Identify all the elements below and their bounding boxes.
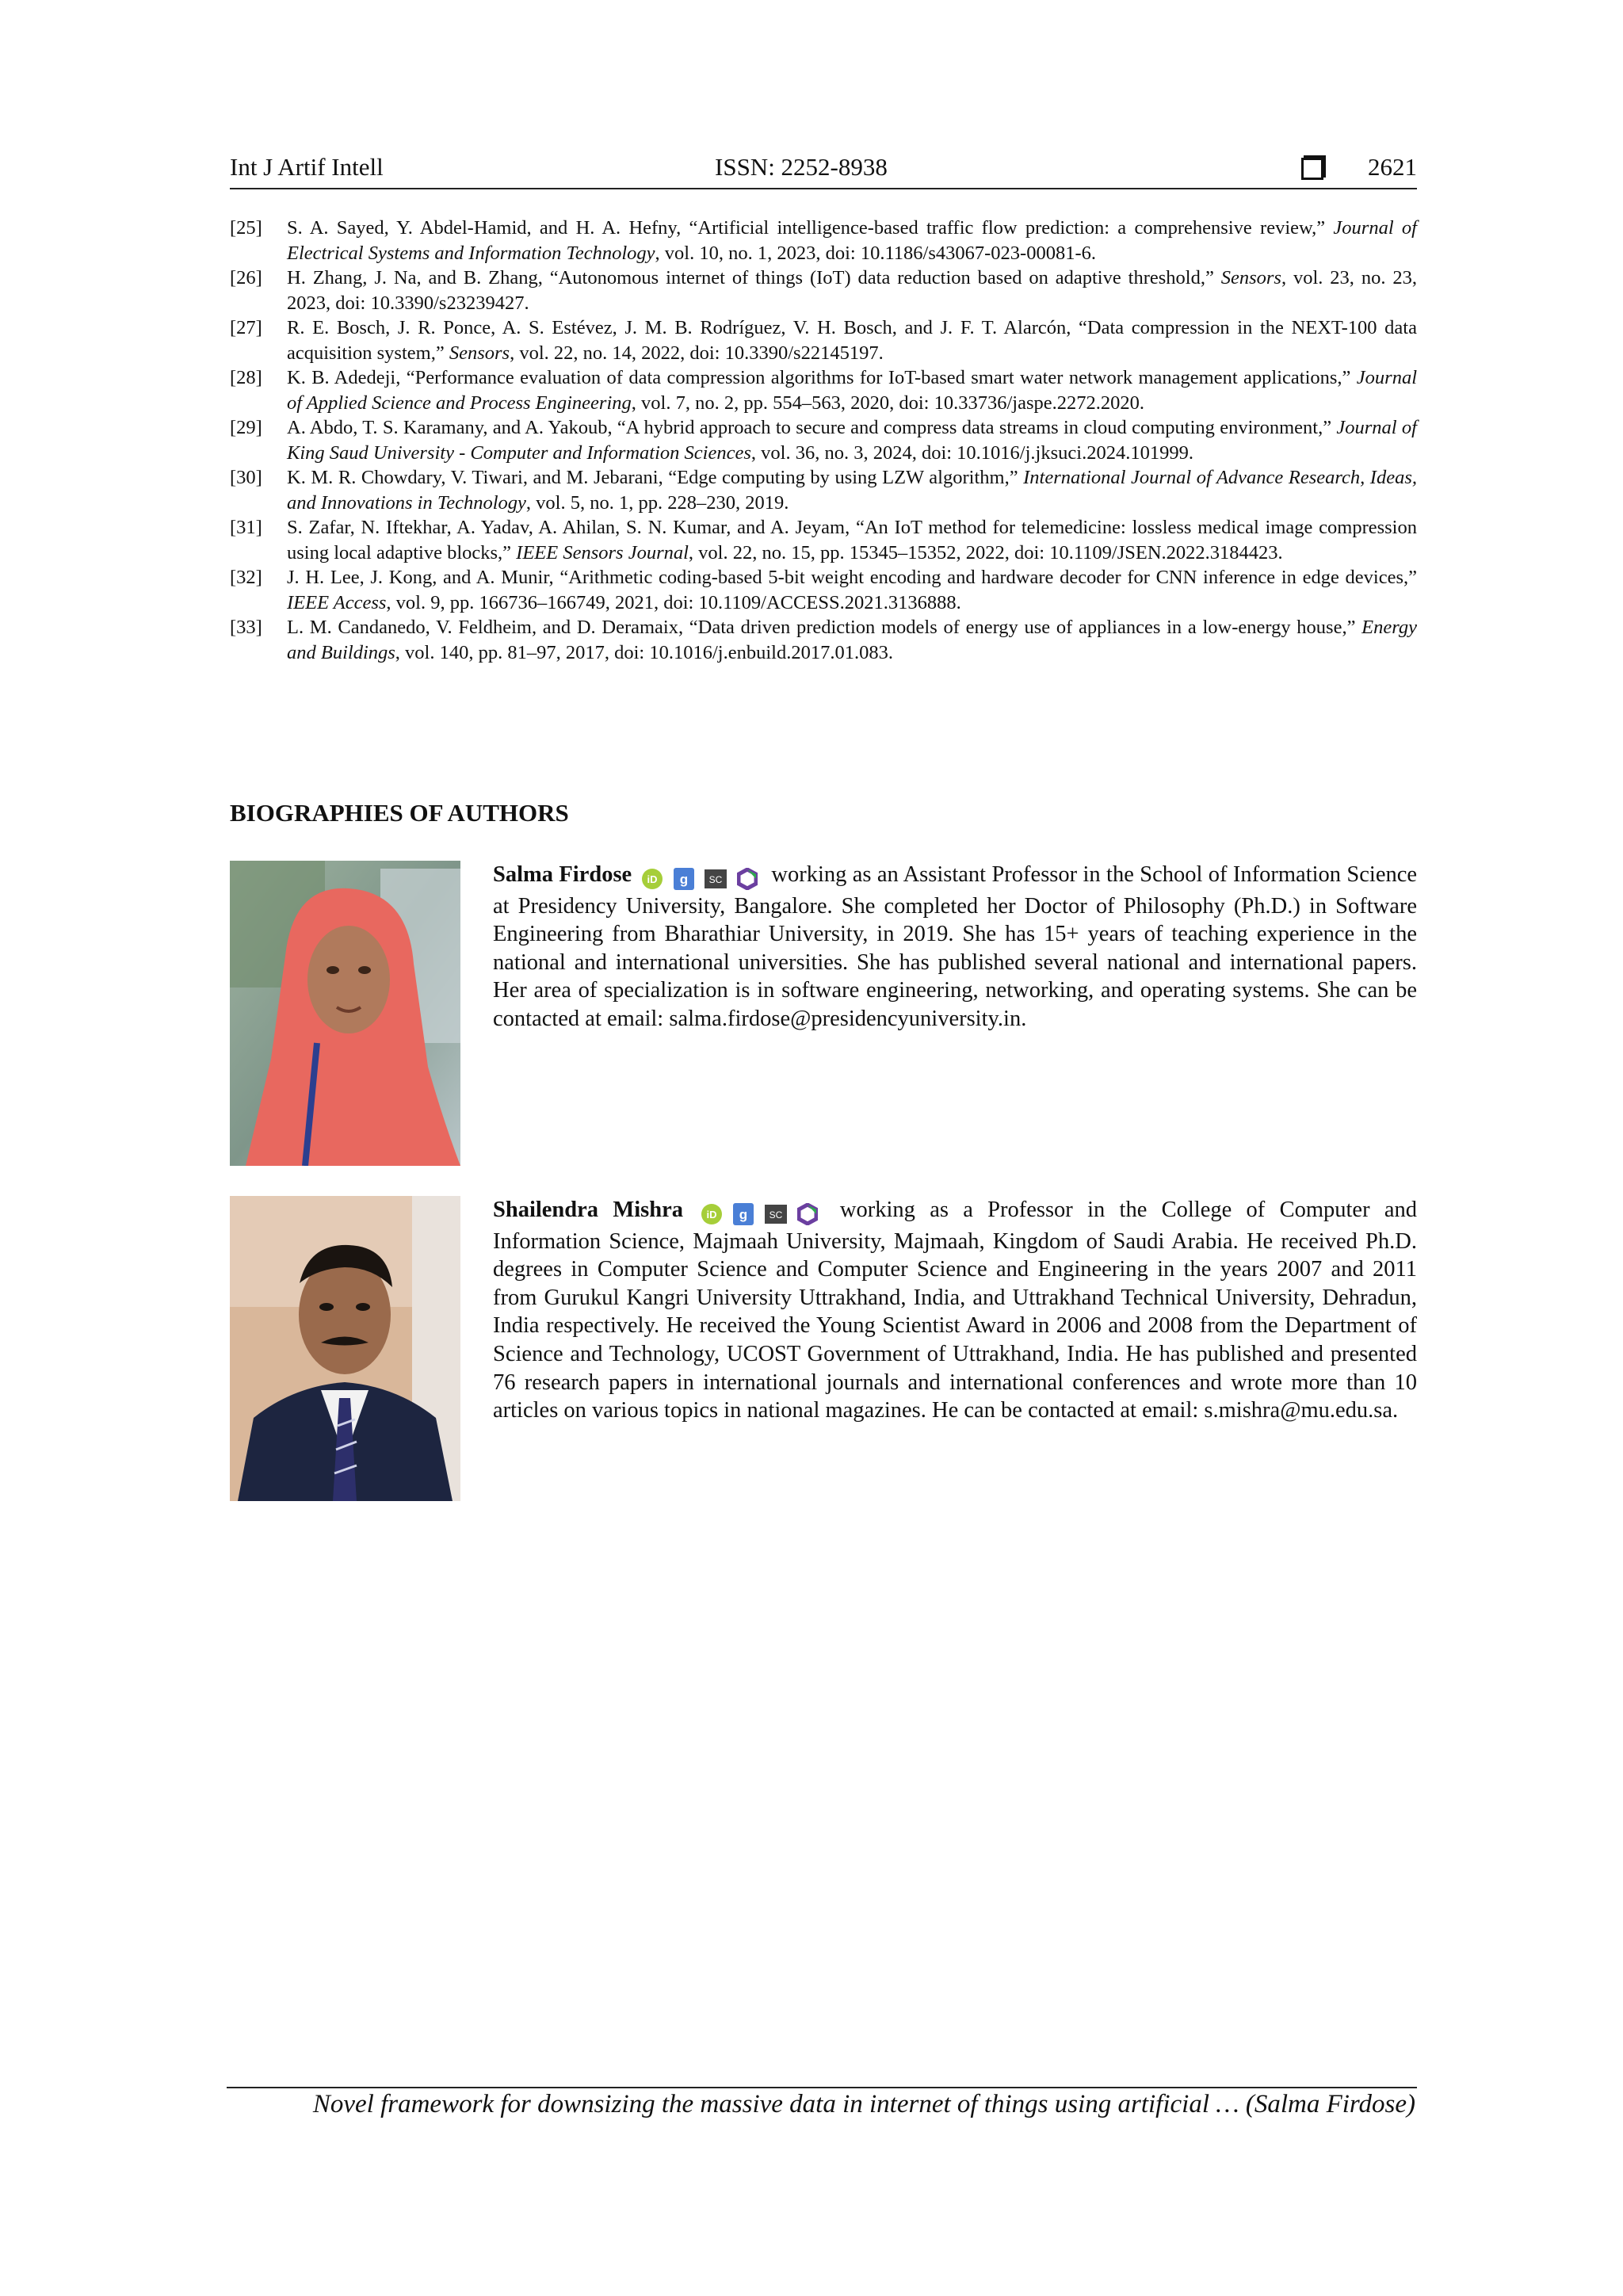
scopus-icon[interactable] — [765, 1205, 787, 1224]
reference-list — [230, 216, 1417, 665]
reference-text: A. Abdo, T. S. Karamany, and A. Yakoub, “A hybrid approach to secure and compress data streams in cloud computing environment,” Journal of King Saud University - Computer and Information Sciences, vol. 36, no. 3, 2024, doi: 10.1016/j.jksuci.2024.101999. — [287, 417, 1417, 464]
orcid-icon[interactable] — [701, 1203, 723, 1225]
reference-number: [26] — [230, 267, 262, 288]
reference-venue: IEEE Access — [287, 591, 387, 613]
publons-icon[interactable] — [737, 868, 758, 890]
reference-item — [230, 415, 1417, 465]
svg-text:iD: iD — [647, 873, 658, 886]
reference-number: [33] — [230, 617, 262, 638]
reference-item — [230, 365, 1417, 415]
reference-number: [31] — [230, 517, 262, 538]
reference-text: J. H. Lee, J. Kong, and A. Munir, “Arithmetic coding-based 5-bit weight encoding and hardware decoder for CNN inference in edge devices,” IEEE Access, vol. 9, pp. 166736–166749, 2021, doi: 10.1109/ACCESS.2021.3136888. — [287, 567, 1417, 613]
bio-description: working as a Professor in the College of Computer and Information Science, Majmaah University, Majmaah, Kingdom of Saudi Arabia. He received Ph.D. degrees in Computer Science and Computer Science and Engineering in the years 2007 and 2011 from Gurukul Kangri University Uttrakhand, India, and Uttrakhand Technical University, Dehradun, India respectively. He received the Young Scientist Award in 2006 and 2008 from the Department of Science and Technology, UCOST Government of Uttrakhand, India. He has published and presented 76 research papers in international journals and international conferences and wrote more than 10 articles on various topics in national magazines. He can be contacted at email: s.mishra@mu.edu.sa. — [493, 1198, 1417, 1423]
reference-item — [230, 315, 1417, 365]
issn: ISSN: 2252-8938 — [715, 153, 888, 181]
reference-text: S. A. Sayed, Y. Abdel-Hamid, and H. A. Hefny, “Artificial intelligence-based traffic flow prediction: a comprehensive review,” Journal of Electrical Systems and Information Technology, vol. 10, no. 1, 2023, doi: 10.1186/s43067-023-00081-6. — [287, 217, 1417, 264]
footer-divider — [227, 2087, 1417, 2088]
reference-item — [230, 216, 1417, 266]
reference-venue: Sensors — [449, 342, 510, 364]
bio-description: working as an Assistant Professor in the School of Information Science at Presidency University, Bangalore. She completed her Doctor of Philosophy (Ph.D.) in Software Engineering from Bharathiar University, in 2019. She has 15+ years of teaching experience in the national and international universities. She has published several national and international papers. Her area of specialization is in software engineering, networking, and operating systems. She can be contacted at email: salma.firdose@presidencyuniversity.in. — [493, 862, 1418, 1031]
author-photo — [230, 861, 460, 1166]
reference-text: L. M. Candanedo, V. Feldheim, and D. Deramaix, “Data driven prediction models of energy use of appliances in a low-energy house,” Energy and Buildings, vol. 140, pp. 81–97, 2017, doi: 10.1016/j.enbuild.2017.01.083. — [287, 617, 1417, 663]
reference-item — [230, 465, 1417, 515]
reference-text: K. M. R. Chowdary, V. Tiwari, and M. Jebarani, “Edge computing by using LZW algorithm,” International Journal of Advance Research, Ideas, and Innovations in Technology, vol. 5, no. 1, pp. 228–230, 2019. — [287, 467, 1417, 514]
reference-venue: Sensors — [1220, 267, 1281, 288]
reference-item — [230, 565, 1417, 615]
reference-number: [25] — [230, 217, 262, 239]
reference-venue: Journal of Applied Science and Process Engineering — [287, 367, 1417, 414]
orcid-icon[interactable] — [641, 868, 663, 890]
running-footer: Novel framework for downsizing the massive data in internet of things using artificial … (Salma Firdose) — [312, 2090, 1415, 2118]
reference-number: [32] — [230, 567, 262, 588]
svg-text:SC: SC — [769, 1209, 782, 1221]
journal-name: Int J Artif Intell — [230, 153, 384, 181]
page-number: 2621 — [1368, 153, 1417, 181]
google-scholar-icon[interactable] — [674, 868, 694, 890]
author-profile-icons — [641, 864, 762, 892]
scopus-icon[interactable] — [705, 869, 727, 888]
reference-number: [27] — [230, 317, 262, 338]
svg-text:iD: iD — [706, 1209, 717, 1221]
reference-venue: Journal of Electrical Systems and Information Technology — [287, 217, 1417, 264]
reference-text: K. B. Adedeji, “Performance evaluation of data compression algorithms for IoT-based smart water network management applications,” Journal of Applied Science and Process Engineering, vol. 7, no. 2, pp. 554–563, 2020, doi: 10.33736/jaspe.2272.2020. — [287, 367, 1417, 414]
reference-venue: Energy and Buildings — [287, 617, 1417, 663]
google-scholar-icon[interactable] — [733, 1203, 754, 1225]
section-heading: BIOGRAPHIES OF AUTHORS — [230, 799, 569, 827]
reference-text: H. Zhang, J. Na, and B. Zhang, “Autonomous internet of things (IoT) data reduction based on adaptive threshold,” Sensors, vol. 23, no. 23, 2023, doi: 10.3390/s23239427. — [287, 267, 1417, 314]
svg-text:g: g — [739, 1207, 748, 1223]
running-header — [230, 153, 1417, 189]
reference-text: R. E. Bosch, J. R. Ponce, A. S. Estévez, J. M. B. Rodríguez, V. H. Bosch, and J. F. T. Alarcón, “Data compression in the NEXT-100 data acquisition system,” Sensors, vol. 22, no. 14, 2022, doi: 10.3390/s22145197. — [287, 317, 1417, 364]
reference-item — [230, 515, 1417, 565]
reference-text: S. Zafar, N. Iftekhar, A. Yadav, A. Ahilan, S. N. Kumar, and A. Jeyam, “An IoT method for telemedicine: lossless medical image compression using local adaptive blocks,” IEEE Sensors Journal, vol. 22, no. 15, pp. 15345–15352, 2022, doi: 10.1109/JSEN.2022.3184423. — [287, 517, 1417, 563]
author-profile-icons — [701, 1199, 822, 1228]
author-photo — [230, 1196, 460, 1501]
bio-text — [493, 1196, 1417, 1425]
svg-text:g: g — [679, 872, 688, 888]
reference-number: [30] — [230, 467, 262, 488]
reference-item — [230, 615, 1417, 665]
reference-venue: IEEE Sensors Journal — [516, 541, 689, 563]
author-name: Salma Firdose — [493, 862, 632, 887]
publons-icon[interactable] — [797, 1203, 818, 1225]
reference-venue: International Journal of Advance Research, Ideas, and Innovations in Technology — [287, 467, 1417, 514]
square-icon — [1301, 158, 1323, 180]
reference-number: [29] — [230, 417, 262, 438]
bio-text — [493, 861, 1417, 1033]
reference-item — [230, 266, 1417, 315]
svg-text:SC: SC — [708, 874, 723, 886]
reference-number: [28] — [230, 367, 262, 388]
author-name: Shailendra Mishra — [493, 1198, 683, 1222]
reference-venue: Journal of King Saud University - Computer and Information Sciences — [287, 417, 1417, 464]
